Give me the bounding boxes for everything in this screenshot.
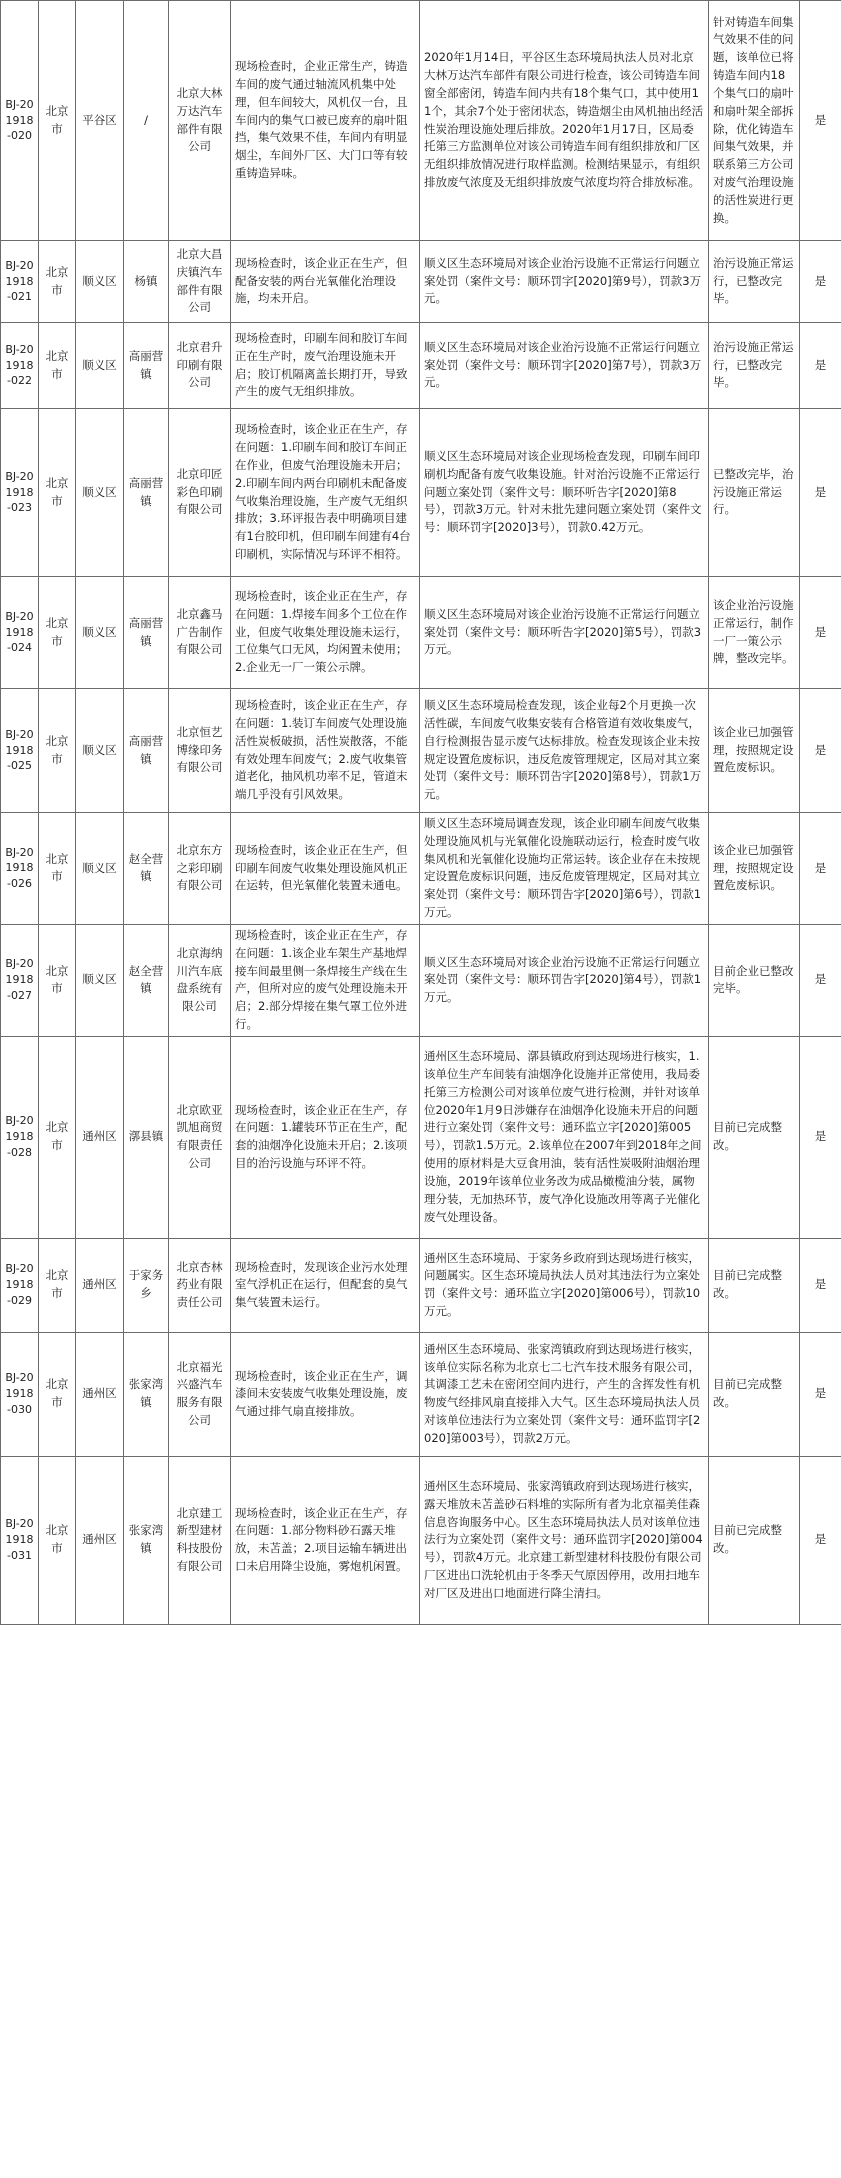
completed-flag: 是 <box>800 1238 841 1332</box>
handling-action: 顺义区生态环境局检查发现，该企业每2个月更换一次活性碳，车间废气收集安装有合格管道有效收集废气，自行检测报告显示废气达标排放。检查发现该企业未按规定设置危废标识，违反危废管理规定，区局对其立案处罚（案件文号：顺环罚告字[2020]第8号），罚款1万元。 <box>420 689 709 813</box>
town: 杨镇 <box>124 241 169 323</box>
table-row <box>1 924 841 1036</box>
inspection-finding: 现场检查时，该企业正在生产，存在问题：1.装订车间废气处理设施活性炭板破损，活性炭散落，不能有效处理车间废气；2.废气收集管道老化，抽风机功率不足，管道末端几乎没有引风效果。 <box>231 689 420 813</box>
district: 通州区 <box>76 1332 124 1456</box>
town: 张家湾镇 <box>124 1332 169 1456</box>
company-name: 北京大林万达汽车部件有限公司 <box>169 1 231 241</box>
city: 北京市 <box>39 1456 76 1624</box>
case-id: BJ-201918-024 <box>1 577 39 689</box>
district: 通州区 <box>76 1238 124 1332</box>
town: 赵全营镇 <box>124 924 169 1036</box>
company-name: 北京东方之彩印刷有限公司 <box>169 813 231 925</box>
city: 北京市 <box>39 241 76 323</box>
completed-flag: 是 <box>800 1036 841 1238</box>
inspection-finding: 现场检查时，该企业正在生产，存在问题：1.焊接车间多个工位在作业，但废气收集处理设施未运行，工位集气口无风，均闲置未使用；2.企业无一厂一策公示牌。 <box>231 577 420 689</box>
completed-flag: 是 <box>800 241 841 323</box>
inspection-finding: 现场检查时，该企业正在生产，存在问题：1.印刷车间和胶订车间正在作业，但废气治理设施未开启；2.印刷车间内两台印刷机未配备废气收集治理设施，生产废气无组织排放；3.环评报告表中明确项目建有1台胶印机，但印刷车间建有4台印刷机，实际情况与环评不相符。 <box>231 409 420 577</box>
town: 赵全营镇 <box>124 813 169 925</box>
handling-action: 顺义区生态环境局对该企业治污设施不正常运行问题立案处罚（案件文号：顺环罚字[2020]第9号），罚款3万元。 <box>420 241 709 323</box>
city: 北京市 <box>39 577 76 689</box>
table-row <box>1 409 841 577</box>
district: 平谷区 <box>76 1 124 241</box>
district: 顺义区 <box>76 323 124 409</box>
table-row <box>1 1 841 241</box>
completed-flag: 是 <box>800 1 841 241</box>
company-name: 北京欧亚凯旭商贸有限责任公司 <box>169 1036 231 1238</box>
case-id: BJ-201918-025 <box>1 689 39 813</box>
completed-flag: 是 <box>800 1332 841 1456</box>
town: 高丽营镇 <box>124 323 169 409</box>
case-id: BJ-201918-026 <box>1 813 39 925</box>
handling-action: 顺义区生态环境局对该企业治污设施不正常运行问题立案处罚（案件文号：顺环罚字[2020]第7号），罚款3万元。 <box>420 323 709 409</box>
completed-flag: 是 <box>800 577 841 689</box>
completed-flag: 是 <box>800 924 841 1036</box>
completed-flag: 是 <box>800 1456 841 1624</box>
case-id: BJ-201918-021 <box>1 241 39 323</box>
case-id: BJ-201918-027 <box>1 924 39 1036</box>
table-row <box>1 1238 841 1332</box>
rectification-status: 目前已完成整改。 <box>709 1036 800 1238</box>
handling-action: 通州区生态环境局、张家湾镇政府到达现场进行核实，露天堆放未苫盖砂石料堆的实际所有者为北京福美佳森信息咨询服务中心。区生态环境局执法人员对该单位违法行为立案处罚（案件文号：通环监罚字[2020]第004号），罚款4万元。北京建工新型建材科技股份有限公司厂区进出口洗轮机由于冬季天气原因停用，改用扫地车对厂区及进出口地面进行降尘清扫。 <box>420 1456 709 1624</box>
city: 北京市 <box>39 924 76 1036</box>
company-name: 北京鑫马广告制作有限公司 <box>169 577 231 689</box>
rectification-status: 目前企业已整改完毕。 <box>709 924 800 1036</box>
completed-flag: 是 <box>800 689 841 813</box>
case-id: BJ-201918-031 <box>1 1456 39 1624</box>
rectification-status: 治污设施正常运行，已整改完毕。 <box>709 241 800 323</box>
table-row <box>1 1456 841 1624</box>
inspection-finding: 现场检查时，该企业正在生产，存在问题：1.部分物料砂石露天堆放，未苫盖；2.项目运输车辆进出口未启用降尘设施，雾炮机闲置。 <box>231 1456 420 1624</box>
district: 顺义区 <box>76 813 124 925</box>
completed-flag: 是 <box>800 323 841 409</box>
case-id: BJ-201918-029 <box>1 1238 39 1332</box>
company-name: 北京印匠彩色印刷有限公司 <box>169 409 231 577</box>
rectification-status: 目前已完成整改。 <box>709 1456 800 1624</box>
company-name: 北京大昌庆镇汽车部件有限公司 <box>169 241 231 323</box>
handling-action: 顺义区生态环境局对该企业治污设施不正常运行问题立案处罚（案件文号：顺环罚告字[2020]第4号），罚款1万元。 <box>420 924 709 1036</box>
handling-action: 顺义区生态环境局对该企业现场检查发现，印刷车间印刷机均配备有废气收集设施。针对治污设施不正常运行问题立案处罚（案件文号：顺环听告字[2020]第8号），罚款3万元。针对未批先建问题立案处罚（案件文号：顺环罚字[2020]3号），罚款0.42万元。 <box>420 409 709 577</box>
rectification-status: 已整改完毕，治污设施正常运行。 <box>709 409 800 577</box>
handling-action: 顺义区生态环境局调查发现，该企业印刷车间废气收集处理设施风机与光氧催化设施联动运行，检查时废气收集风机和光氧催化设施均正常运转。该企业存在未按规定设置危废标识问题，违反危废管理规定，区局对其立案处罚（案件文号：顺环罚告字[2020]第6号），罚款1万元。 <box>420 813 709 925</box>
case-id: BJ-201918-028 <box>1 1036 39 1238</box>
completed-flag: 是 <box>800 409 841 577</box>
company-name: 北京建工新型建材科技股份有限公司 <box>169 1456 231 1624</box>
town: 漷县镇 <box>124 1036 169 1238</box>
case-id: BJ-201918-030 <box>1 1332 39 1456</box>
inspection-finding: 现场检查时，该企业正在生产，存在问题：1.该企业车架生产基地焊接车间最里侧一条焊接生产线在生产，但所对应的废气处理设施未开启；2.部分焊接在集气罩工位外进行。 <box>231 924 420 1036</box>
rectification-status: 治污设施正常运行，已整改完毕。 <box>709 323 800 409</box>
city: 北京市 <box>39 813 76 925</box>
inspection-finding: 现场检查时，该企业正在生产，但配备安装的两台光氧催化治理设施，均未开启。 <box>231 241 420 323</box>
city: 北京市 <box>39 409 76 577</box>
rectification-status: 目前已完成整改。 <box>709 1332 800 1456</box>
inspection-finding: 现场检查时，该企业正在生产，存在问题：1.罐装环节正在生产，配套的油烟净化设施未开启；2.该项目的治污设施与环评不符。 <box>231 1036 420 1238</box>
case-id: BJ-201918-020 <box>1 1 39 241</box>
table-row <box>1 689 841 813</box>
handling-action: 顺义区生态环境局对该企业治污设施不正常运行问题立案处罚（案件文号：顺环听告字[2020]第5号），罚款3万元。 <box>420 577 709 689</box>
city: 北京市 <box>39 1036 76 1238</box>
town: / <box>124 1 169 241</box>
rectification-status: 该企业已加强管理，按照规定设置危废标识。 <box>709 689 800 813</box>
table-row <box>1 1332 841 1456</box>
handling-action: 通州区生态环境局、漷县镇政府到达现场进行核实，1.该单位生产车间装有油烟净化设施并正常使用，我局委托第三方检测公司对该单位废气进行检测，并针对该单位2020年1月9日涉嫌存在油烟净化设施未开启的问题进行立案处罚（案件文号：通环监立字[2020]第005号），罚款1.5万元。2.该单位在2007年到2018年之间使用的原材料是大豆食用油，装有活性炭吸附油烟治理设施，2019年该单位业务改为成品橄榄油分装，属物理分装，无加热环节，废气净化设施改用等离子光催化废气处理设备。 <box>420 1036 709 1238</box>
district: 顺义区 <box>76 924 124 1036</box>
company-name: 北京君升印刷有限公司 <box>169 323 231 409</box>
table-row <box>1 1036 841 1238</box>
table-row <box>1 577 841 689</box>
inspection-finding: 现场检查时，该企业正在生产，调漆间未安装废气收集处理设施，废气通过排气扇直接排放。 <box>231 1332 420 1456</box>
case-id: BJ-201918-022 <box>1 323 39 409</box>
company-name: 北京海纳川汽车底盘系统有限公司 <box>169 924 231 1036</box>
completed-flag: 是 <box>800 813 841 925</box>
company-name: 北京福光兴盛汽车服务有限公司 <box>169 1332 231 1456</box>
handling-action: 通州区生态环境局、张家湾镇政府到达现场进行核实，该单位实际名称为北京七二七汽车技术服务有限公司，其调漆工艺未在密闭空间内进行，产生的含挥发性有机物废气经排风扇直接排入大气。区生态环境局执法人员对该单位违法行为立案处罚（案件文号：通环监罚字[2020]第003号），罚款2万元。 <box>420 1332 709 1456</box>
district: 顺义区 <box>76 409 124 577</box>
district: 顺义区 <box>76 689 124 813</box>
city: 北京市 <box>39 323 76 409</box>
town: 张家湾镇 <box>124 1456 169 1624</box>
handling-action: 通州区生态环境局、于家务乡政府到达现场进行核实，问题属实。区生态环境局执法人员对其违法行为立案处罚（案件文号：通环监立字[2020]第006号），罚款10万元。 <box>420 1238 709 1332</box>
handling-action: 2020年1月14日，平谷区生态环境局执法人员对北京大林万达汽车部件有限公司进行检查，该公司铸造车间窗全部密闭，铸造车间内共有18个集气口，其中使用11个，其余7个处于密闭状态，铸造烟尘由风机抽出经活性炭治理设施处理后排放。2020年1月17日，区局委托第三方监测单位对该公司铸造车间有组织排放和厂区无组织排放情况进行取样监测。检测结果显示，有组织排放废气浓度及无组织排放废气浓度均符合排放标准。 <box>420 1 709 241</box>
rectification-status: 目前已完成整改。 <box>709 1238 800 1332</box>
rectification-status: 该企业已加强管理，按照规定设置危废标识。 <box>709 813 800 925</box>
inspection-finding: 现场检查时，该企业正在生产，但印刷车间废气收集处理设施风机正在运转，但光氧催化装置未通电。 <box>231 813 420 925</box>
city: 北京市 <box>39 1238 76 1332</box>
case-id: BJ-201918-023 <box>1 409 39 577</box>
rectification-status: 该企业治污设施正常运行，制作一厂一策公示牌，整改完毕。 <box>709 577 800 689</box>
district: 通州区 <box>76 1456 124 1624</box>
town: 高丽营镇 <box>124 689 169 813</box>
city: 北京市 <box>39 689 76 813</box>
inspection-finding: 现场检查时，印刷车间和胶订车间正在生产时，废气治理设施未开启；胶订机隔离盖长期打开，导致产生的废气无组织排放。 <box>231 323 420 409</box>
district: 顺义区 <box>76 577 124 689</box>
district: 通州区 <box>76 1036 124 1238</box>
table-row <box>1 813 841 925</box>
table-row <box>1 323 841 409</box>
table-row <box>1 241 841 323</box>
company-name: 北京恒艺博缘印务有限公司 <box>169 689 231 813</box>
city: 北京市 <box>39 1332 76 1456</box>
town: 于家务乡 <box>124 1238 169 1332</box>
district: 顺义区 <box>76 241 124 323</box>
town: 高丽营镇 <box>124 577 169 689</box>
rectification-status: 针对铸造车间集气效果不佳的问题，该单位已将铸造车间内18个集气口的扇叶和扇叶架全部拆除，优化铸造车间集气效果，并联系第三方公司对废气治理设施的活性炭进行更换。 <box>709 1 800 241</box>
inspection-finding: 现场检查时，发现该企业污水处理室气浮机正在运行，但配套的臭气集气装置未运行。 <box>231 1238 420 1332</box>
company-name: 北京杏林药业有限责任公司 <box>169 1238 231 1332</box>
city: 北京市 <box>39 1 76 241</box>
inspection-finding: 现场检查时，企业正常生产，铸造车间的废气通过轴流风机集中处理，但车间较大，风机仅一台，且车间内的集气口被已废弃的扇叶阻挡，集气效果不佳，车间内有明显烟尘，车间外厂区、大门口等有较重铸造异味。 <box>231 1 420 241</box>
town: 高丽营镇 <box>124 409 169 577</box>
